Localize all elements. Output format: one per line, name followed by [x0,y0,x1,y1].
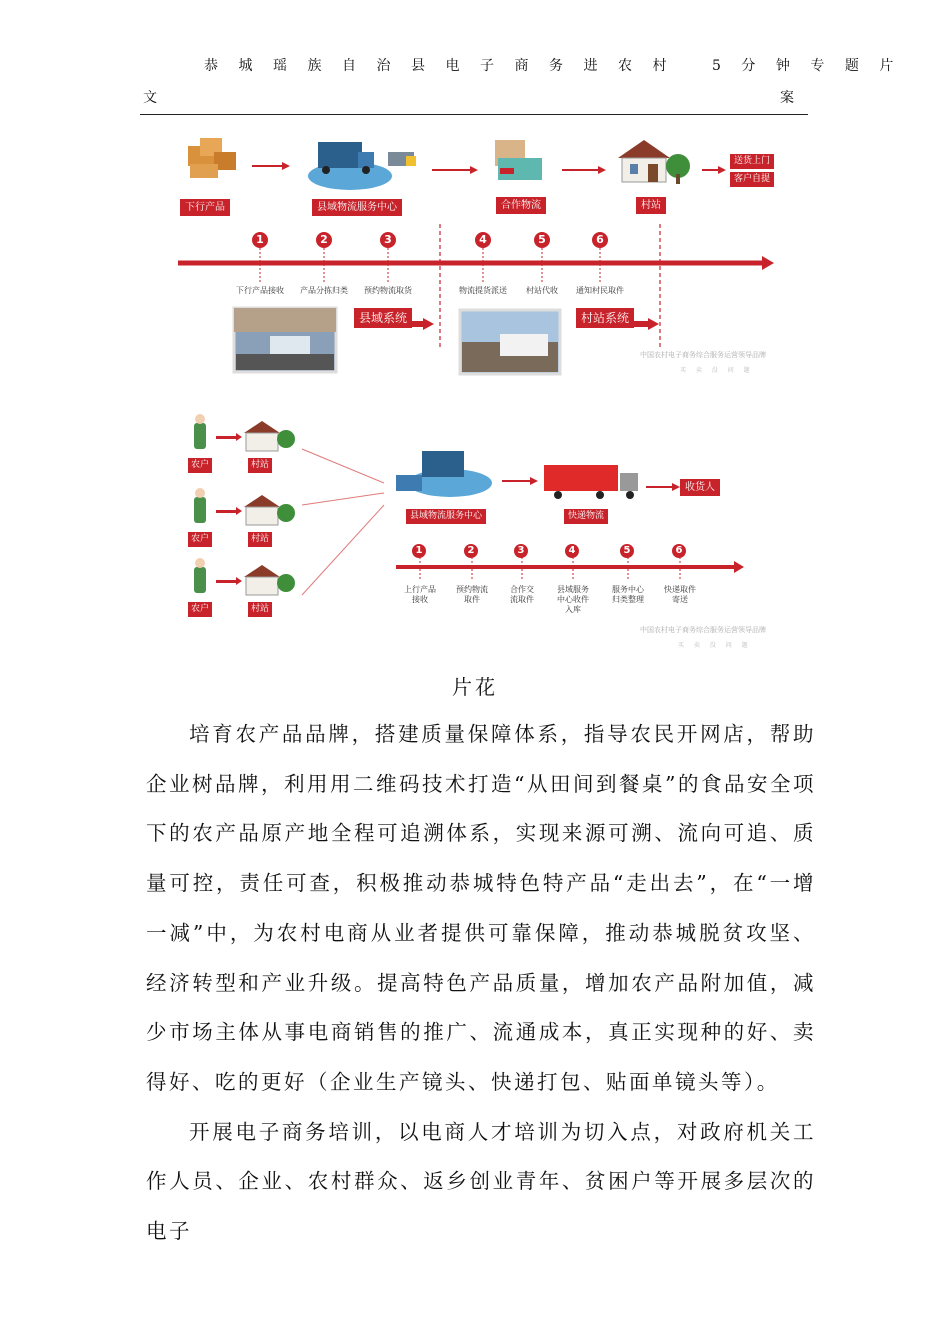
header-rule [140,114,808,115]
logistics-center-icon [308,142,416,190]
step-number: 1 [412,544,426,558]
step-label: 产品分拣归类 [300,286,348,295]
watermark-sub: 买 卖 没 问 题 [680,367,754,374]
step-number: 5 [534,232,550,248]
paragraph: 培育农产品品牌，搭建质量保障体系，指导农民开网店，帮助企业树品牌，利用用二维码技术打造“从田间到餐桌”的食品安全项下的农产品原产地全程可追溯体系，实现来源可溯、流向可追、质量可控，责任可查，积极推动恭城特色特产品“走出去”，在“一增一减”中，为农村电商从业者提供可靠保障，推动恭城脱贫攻坚、经济转型和产业升级。提高特色产品质量，增加农产品附加值，减少市场主体从事电商销售的推广、流通成本，真正实现种的好、卖得好、吃的更好（企业生产镜头、快递打包、贴面单镜头等）。 [146,722,816,1094]
step-number: 6 [672,544,686,558]
village-truck-photo [460,310,560,374]
stage-label-station: 村站 [636,197,666,214]
farmer-label: 农户 [188,602,212,617]
step-label: 合作交 流取件 [510,585,534,604]
express-truck-icon [544,465,638,499]
station-label: 村站 [248,602,272,617]
figure-caption: 片花 [452,675,498,699]
stage-label-center: 县域物流服务中心 [312,199,402,216]
village-house-icon [618,140,690,184]
step-number: 3 [514,544,528,558]
step-label: 预约物流 取件 [456,585,488,604]
step-label: 预约物流取货 [364,286,412,295]
express-label: 快递物流 [564,509,608,524]
step-label: 服务中心 归类整理 [612,585,644,604]
step-number: 2 [316,232,332,248]
step-label: 村站代收 [526,286,558,295]
center-label: 县域物流服务中心 [406,509,486,524]
downstream-flow-graphics [170,128,800,378]
step-label: 物流提货派送 [459,286,507,295]
step-label: 县域服务 中心收件 入库 [557,585,589,614]
farmer-label: 农户 [188,532,212,547]
watermark-sub: 买 卖 没 问 题 [678,642,752,649]
paragraph: 开展电子商务培训，以电商人才培训为切入点，对政府机关工作人员、企业、农村群众、返乡创业青年、贫困户等开展多层次的电子 [146,1119,816,1244]
upstream-flow-figure [180,405,800,657]
delivery-option-pickup: 客户自提 [730,172,774,187]
step-number: 4 [565,544,579,558]
body-text [146,710,816,1257]
downstream-flow-figure [170,128,800,378]
header-title-wrap-right: 案 [780,90,794,106]
watermark: 中国农村电子商务综合服务运营领导品牌 [640,351,766,359]
step-number: 6 [592,232,608,248]
station-label: 村站 [248,532,272,547]
upstream-flow-graphics [180,405,800,657]
farmer-icons [194,414,206,593]
product-boxes-icon [188,138,236,178]
header-title: 恭城瑶族自治县电子商务进农村 5分钟专题片 [204,58,914,74]
farmer-label: 农户 [188,458,212,473]
watermark: 中国农村电子商务综合服务运营领导品牌 [640,626,766,634]
page-header [140,52,914,112]
village-house-icons [244,421,295,595]
warehouse-truck-photo [234,308,336,372]
step-number: 4 [475,232,491,248]
step-number: 1 [252,232,268,248]
header-title-wrap-left: 文 [143,90,157,106]
step-label: 快递取件 寄送 [664,585,696,604]
system-label-village: 村站系统 [576,308,634,328]
stage-label-product: 下行产品 [180,199,230,216]
partner-logistics-icon [495,140,542,180]
station-label: 村站 [248,458,272,473]
step-number: 3 [380,232,396,248]
receiver-label: 收货人 [680,479,720,496]
logistics-center-icon [396,451,492,497]
system-label-county: 县域系统 [354,308,412,328]
stage-label-partner: 合作物流 [496,197,546,214]
step-label: 通知村民取件 [576,286,624,295]
step-label: 上行产品 接收 [404,585,436,604]
delivery-option-door: 送货上门 [730,154,774,169]
step-number: 5 [620,544,634,558]
step-number: 2 [464,544,478,558]
step-label: 下行产品接收 [236,286,284,295]
